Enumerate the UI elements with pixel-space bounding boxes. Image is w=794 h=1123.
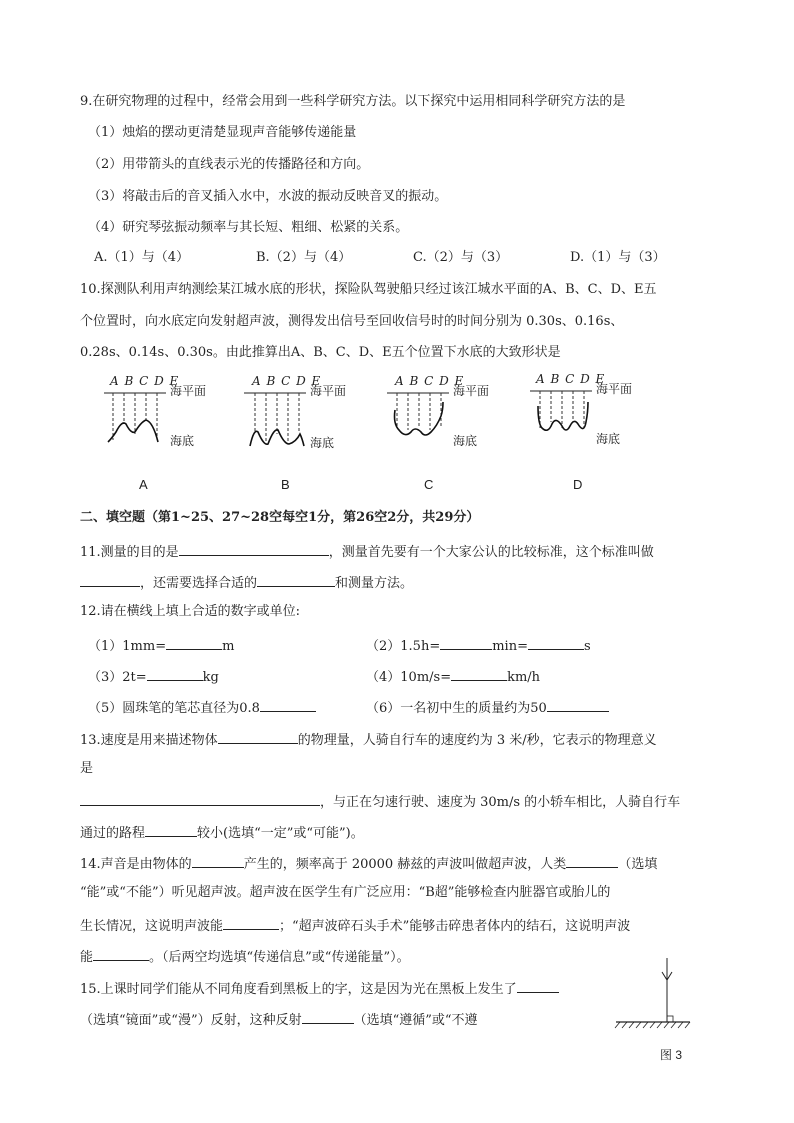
answer-blank[interactable]: [218, 729, 298, 744]
q12-item-6: [366, 697, 609, 718]
q10-line-2: 个位置时，向水底定向发射超声波，测得发出信号至回收信号时的时间分别为 0.30s、0.16s、: [80, 314, 624, 329]
q14-line-2: “能”或“不能”）听见超声波。超声波在医学生有广泛应用：“B超”能够检查内脏器官或胎儿的: [80, 885, 611, 900]
q15-line-1: [80, 978, 559, 999]
points-label: A B C D E: [252, 374, 322, 388]
q14-text: ；“超声波碎石头手术”能够击碎患者体内的结石，这说明声波: [279, 919, 631, 934]
answer-blank[interactable]: [566, 853, 618, 868]
seabed-diagram-c: [387, 372, 517, 462]
q15-text: （选填“镜面”或“漫”）反射，这种反射: [80, 1013, 302, 1028]
q13-text: ，与正在匀速行驶、速度为 30m/s 的小轿车相比，人骑自行车: [320, 795, 681, 810]
q12-item-3: [88, 666, 219, 687]
q12-text: m: [222, 639, 235, 654]
q14-text: 。（后两空均选填“传递信息”或“传递能量”）。: [149, 950, 410, 965]
answer-blank[interactable]: [166, 635, 222, 650]
reflection-diagram: [612, 958, 692, 1038]
points-label: A B C D E: [395, 374, 465, 388]
q12-text: kg: [202, 670, 219, 685]
q13-line-3: [80, 791, 680, 812]
q15-line-2: [80, 1009, 478, 1030]
surface-label: 海平面: [310, 384, 347, 398]
seabed-diagram-d: [530, 372, 660, 462]
choice-label-d: D: [573, 477, 583, 492]
figure-3-reflection: [612, 958, 692, 1038]
section-heading: 二、填空题（第1~25、27~28空每空1分，第26空2分，共29分）: [80, 510, 480, 525]
q9-option-d: D.（1）与（3）: [570, 250, 666, 265]
answer-blank[interactable]: [547, 697, 609, 712]
answer-blank[interactable]: [192, 853, 244, 868]
surface-label: 海平面: [596, 382, 633, 396]
q9-option-b: B.（2）与（4）: [256, 250, 352, 265]
seabed-diagram-a: [104, 372, 234, 462]
q13-text: 通过的路程: [80, 826, 146, 841]
q9-item-4: （4）研究琴弦振动频率与其长短、粗细、松紧的关系。: [88, 220, 409, 235]
choice-label-a: A: [139, 477, 148, 492]
answer-blank[interactable]: [145, 822, 197, 837]
q12-item-1: [88, 635, 234, 656]
points-label: A B C D E: [110, 374, 180, 388]
q13-line-4: [80, 822, 364, 843]
q9-option-c: C.（2）与（3）: [413, 250, 509, 265]
q9-option-a: A.（1）与（4）: [94, 250, 190, 265]
q12-text: km/h: [507, 670, 541, 685]
bottom-label: 海底: [453, 434, 478, 448]
q12-text: （5）圆珠笔的笔芯直径为0.8: [88, 701, 260, 716]
q15-text: （选填“遵循”或“不遵: [353, 1013, 478, 1028]
bottom-label: 海底: [596, 432, 621, 446]
q11-text: 和测量方法。: [335, 576, 414, 591]
q12-text: （6）一名初中生的质量约为50: [366, 701, 547, 716]
answer-blank[interactable]: [179, 541, 329, 556]
q11-text: ，测量首先要有一个大家公认的比较标准，这个标准叫做: [328, 545, 654, 560]
q12-stem: 12.请在横线上填上合适的数字或单位:: [80, 604, 301, 619]
q12-text: （1）1mm=: [88, 639, 167, 654]
answer-blank[interactable]: [80, 572, 140, 587]
q13-text: 较小(选填“一定”或“可能”)。: [197, 826, 364, 841]
answer-blank[interactable]: [260, 697, 316, 712]
answer-blank[interactable]: [517, 978, 559, 993]
q15-text: 15.上课时同学们能从不同角度看到黑板上的字，这是因为光在黑板上发生了: [80, 982, 517, 997]
answer-blank[interactable]: [528, 635, 584, 650]
answer-blank[interactable]: [257, 572, 335, 587]
q10-line-3: 0.28s、0.14s、0.30s。由此推算出A、B、C、D、E五个位置下水底的大致形状是: [80, 345, 561, 360]
choice-label-c: C: [424, 477, 434, 492]
q13-line-1: [80, 729, 657, 750]
surface-label: 海平面: [453, 384, 490, 398]
figure-caption: 图 3: [660, 1048, 683, 1062]
q12-text: （3）2t=: [88, 670, 147, 685]
choice-label-b: B: [281, 477, 290, 492]
answer-blank[interactable]: [302, 1009, 354, 1024]
answer-blank[interactable]: [93, 946, 149, 961]
q11-text: ，还需要选择合适的: [140, 576, 258, 591]
q13-text: 的物理量，人骑自行车的速度约为 3 米/秒，它表示的物理意义: [297, 733, 657, 748]
q11-line-1: [80, 541, 654, 562]
q13-text: 13.速度是用来描述物体: [80, 733, 218, 748]
answer-blank[interactable]: [440, 635, 492, 650]
q10-line-1: 10.探测队利用声纳测绘某江城水底的形状，探险队驾驶船只经过该江城水平面的A、B、C、D、E五: [80, 282, 657, 297]
q13-line-2: 是: [80, 761, 94, 776]
q11-text: 11.测量的目的是: [80, 545, 179, 560]
q12-text: （2）1.5h=: [366, 639, 441, 654]
q12-text: （4）10m/s=: [366, 670, 452, 685]
answer-blank[interactable]: [223, 915, 279, 930]
q14-line-4: [80, 946, 410, 967]
surface-label: 海平面: [170, 384, 207, 398]
q12-text: s: [583, 639, 591, 654]
seabed-diagram-b: [244, 372, 374, 462]
q14-line-1: [80, 853, 657, 874]
answer-blank[interactable]: [147, 666, 203, 681]
q14-line-3: [80, 915, 630, 936]
q12-item-5: [88, 697, 316, 718]
q9-stem: 9.在研究物理的过程中，经常会用到一些科学研究方法。以下探究中运用相同科学研究方法的是: [80, 94, 626, 109]
q14-text: 能: [80, 950, 94, 965]
q9-item-2: （2）用带箭头的直线表示光的传播路径和方向。: [88, 157, 370, 172]
q14-text: 产生的，频率高于 20000 赫兹的声波叫做超声波，人类: [243, 857, 567, 872]
points-label: A B C D E: [536, 372, 606, 386]
q12-item-2: [366, 635, 591, 656]
q14-text: 14.声音是由物体的: [80, 857, 192, 872]
q14-text: 生长情况，这说明声波能: [80, 919, 224, 934]
answer-blank[interactable]: [80, 791, 320, 806]
q9-item-3: （3）将敲击后的音叉插入水中，水波的振动反映音叉的振动。: [88, 189, 448, 204]
q9-item-1: （1）烛焰的摆动更清楚显现声音能够传递能量: [88, 125, 357, 140]
bottom-label: 海底: [170, 434, 195, 448]
q12-item-4: [366, 666, 540, 687]
q11-line-2: [80, 572, 413, 593]
q14-text: （选填: [618, 857, 658, 872]
q12-text: min=: [492, 639, 528, 654]
answer-blank[interactable]: [451, 666, 507, 681]
bottom-label: 海底: [310, 436, 335, 450]
